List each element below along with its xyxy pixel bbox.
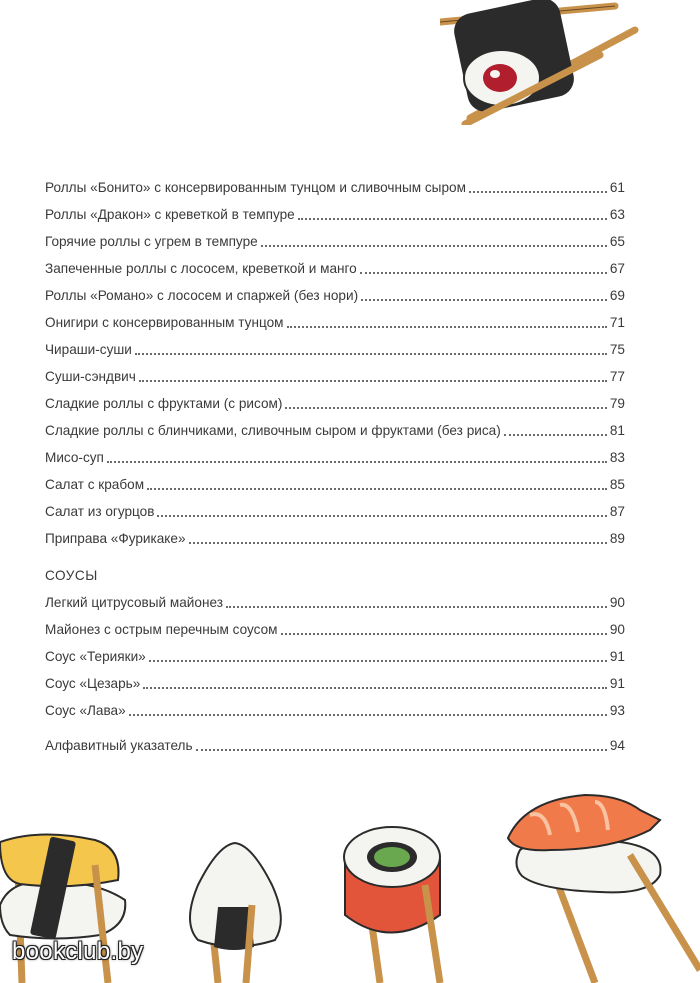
toc-entry[interactable] [45,592,625,614]
toc-entry-title: Сладкие роллы с блинчиками, сливочным сыром и фруктами (без риса) [45,423,501,438]
toc-entry-page: 93 [609,703,625,718]
toc-entry-page: 71 [609,315,625,330]
leader-dots [261,245,607,247]
toc-entry[interactable] [45,258,625,280]
toc-entry-index[interactable] [45,735,625,757]
toc-entry-title: Роллы «Бонито» с консервированным тунцом и сливочным сыром [45,180,466,195]
toc-entry[interactable] [45,285,625,307]
leader-dots [504,434,607,436]
toc-entry-page: 90 [609,622,625,637]
toc-entry-title: Салат с крабом [45,477,145,492]
leader-dots [135,353,607,355]
toc-entry-page: 77 [609,369,625,384]
leader-dots [147,488,607,490]
leader-dots [189,542,607,544]
toc-entry-title: Сладкие роллы с фруктами (с рисом) [45,396,283,411]
toc-entry-page: 89 [609,531,625,546]
toc-entry-page: 79 [609,396,625,411]
leader-dots [129,714,607,716]
toc-entry-page: 91 [609,649,625,664]
leader-dots [285,407,606,409]
toc-entry-page: 63 [609,207,625,222]
toc-entry-title: Мисо-суп [45,450,104,465]
toc-entry-title: Алфавитный указатель [45,738,193,753]
toc-entry[interactable] [45,700,625,722]
toc-entry-page: 91 [609,676,625,691]
toc-entry-page: 69 [609,288,625,303]
section-heading-sauces: СОУСЫ [45,568,98,583]
watermark: bookclub.by [12,938,144,965]
toc-entry[interactable] [45,204,625,226]
toc-entry[interactable] [45,393,625,415]
toc-entry-title: Соус «Цезарь» [45,676,141,691]
leader-dots [360,272,607,274]
toc-entry[interactable] [45,339,625,361]
toc-entry-page: 94 [609,738,625,753]
leader-dots [469,191,607,193]
toc-entry[interactable] [45,177,625,199]
toc-entry-title: Салат из огурцов [45,504,155,519]
toc-entry[interactable] [45,501,625,523]
toc-entry-page: 67 [609,261,625,276]
leader-dots [149,660,607,662]
toc-entry[interactable] [45,420,625,442]
toc-entry-page: 85 [609,477,625,492]
toc-entry[interactable] [45,646,625,668]
toc-entry-title: Роллы «Дракон» с креветкой в темпуре [45,207,295,222]
shrimp-nigiri-illustration [500,780,700,983]
leader-dots [139,380,607,382]
toc-entry[interactable] [45,366,625,388]
leader-dots [298,218,607,220]
toc-entry-title: Чираши-суши [45,342,132,357]
toc-entry[interactable] [45,312,625,334]
toc-entry-page: 87 [609,504,625,519]
toc-entry[interactable] [45,528,625,550]
toc-entry-title: Приправа «Фурикаке» [45,531,186,546]
toc-entry-title: Майонез с острым перечным соусом [45,622,278,637]
toc-entry-title: Суши-сэндвич [45,369,136,384]
toc-entry-page: 61 [609,180,625,195]
toc-entry-page: 75 [609,342,625,357]
toc-entry-title: Соус «Лава» [45,703,126,718]
toc-entry[interactable] [45,619,625,641]
leader-dots [226,606,607,608]
toc-entry-title: Соус «Терияки» [45,649,146,664]
toc-entry-title: Запеченные роллы с лососем, креветкой и манго [45,261,357,276]
salmon-roll-illustration [330,815,465,983]
leader-dots [287,326,607,328]
leader-dots [143,687,607,689]
leader-dots [107,461,607,463]
toc-entry-title: Роллы «Романо» с лососем и спаржей (без нори) [45,288,359,303]
leader-dots [157,515,606,517]
toc-entry-page: 83 [609,450,625,465]
top-sushi-roll-illustration [440,0,640,125]
leader-dots [281,633,607,635]
leader-dots [196,749,607,751]
toc-entry-title: Легкий цитрусовый майонез [45,595,223,610]
toc-entry-page: 90 [609,595,625,610]
toc-entry[interactable] [45,673,625,695]
toc-entry-page: 65 [609,234,625,249]
toc-entry-title: Онигири с консервированным тунцом [45,315,284,330]
toc-entry-title: Горячие роллы с угрем в темпуре [45,234,258,249]
leader-dots [361,299,607,301]
onigiri-illustration [180,835,290,983]
toc-entry[interactable] [45,474,625,496]
toc-entry[interactable] [45,447,625,469]
toc-entry-page: 81 [609,423,625,438]
toc-entry[interactable] [45,231,625,253]
